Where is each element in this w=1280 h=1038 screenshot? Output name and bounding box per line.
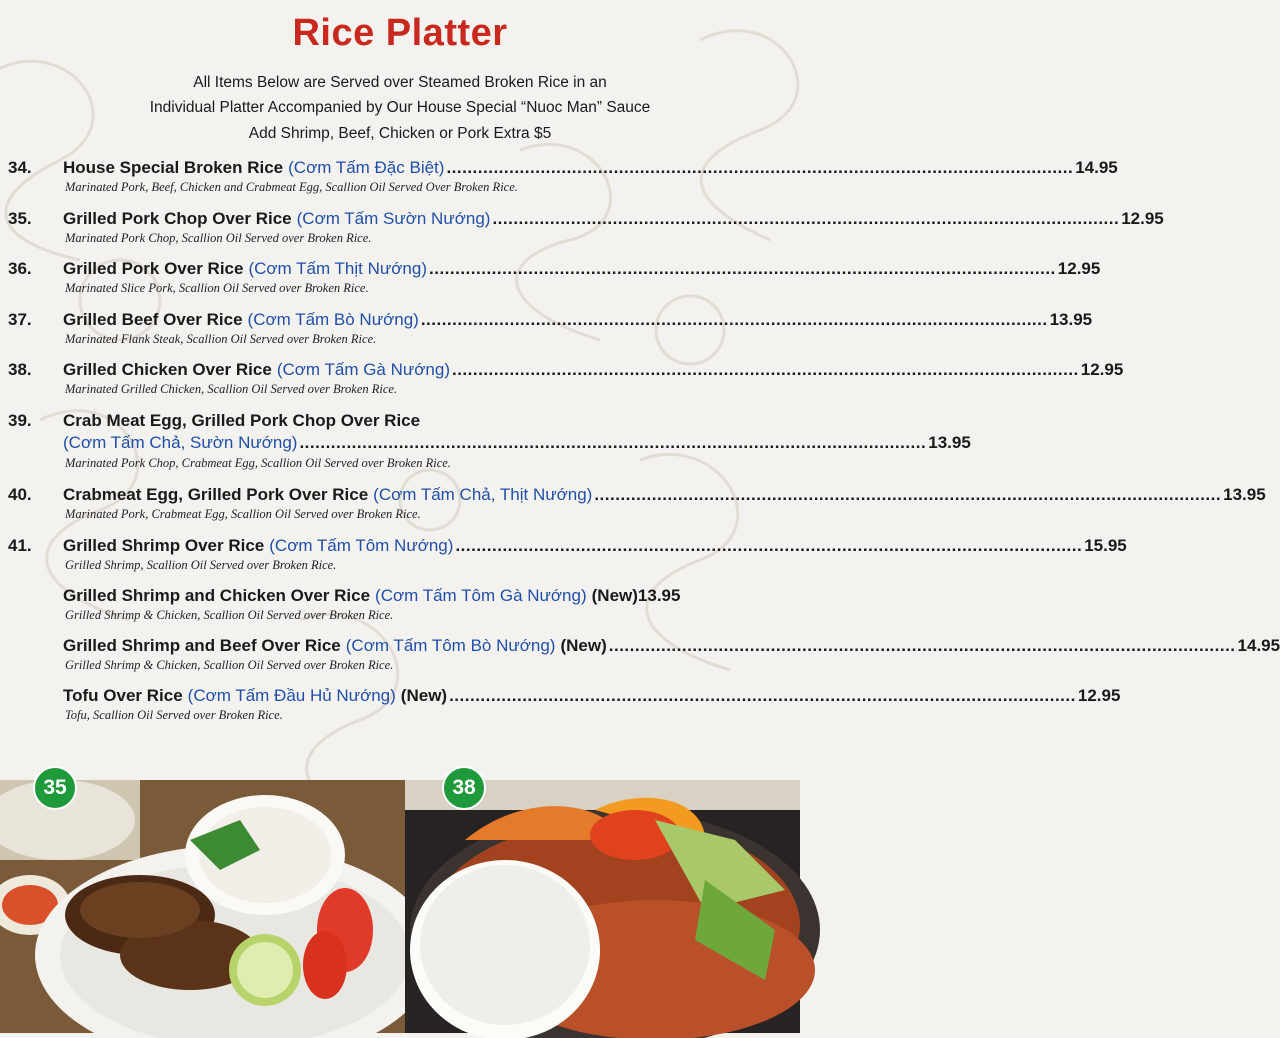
- item-number: 34.: [8, 158, 32, 177]
- item-vietnamese-name: (Cơm Tấm Bò Nướng): [247, 310, 419, 329]
- item-number: 41.: [8, 536, 32, 555]
- dot-leader: ........................................................................................................................: [492, 209, 1120, 228]
- item-name: Grilled Pork Over Rice: [63, 259, 244, 278]
- item-price: 14.95: [1237, 636, 1280, 655]
- item-vietnamese-name: (Cơm Tấm Tôm Gà Nướng): [375, 586, 587, 605]
- dot-leader: ........................................................................................................................: [420, 310, 1048, 329]
- dot-leader: ........................................................................................................................: [446, 158, 1074, 177]
- item-vietnamese-name: (Cơm Tấm Tôm Nướng): [269, 536, 454, 555]
- item-description: Marinated Flank Steak, Scallion Oil Served over Broken Rice.: [65, 332, 377, 346]
- item-description: Grilled Shrimp, Scallion Oil Served over Broken Rice.: [65, 558, 337, 572]
- item-price: 15.95: [1084, 536, 1127, 555]
- item-description: Marinated Pork, Beef, Chicken and Crabmeat Egg, Scallion Oil Served Over Broken Rice.: [65, 180, 518, 194]
- item-name: House Special Broken Rice: [63, 158, 284, 177]
- new-tag: (New): [560, 636, 607, 655]
- photo-pork-chop-platter: [0, 776, 405, 1033]
- item-number: 35.: [8, 209, 32, 228]
- item-number: 37.: [8, 310, 32, 329]
- item-price: 13.95: [1049, 310, 1093, 329]
- item-price: 12.95: [1077, 686, 1121, 705]
- item-price: 12.95: [1121, 209, 1164, 228]
- item-name: Grilled Shrimp Over Rice: [63, 536, 265, 555]
- photo-number-badge: 38: [442, 766, 486, 810]
- photo-grilled-chicken-platter: [405, 776, 800, 1033]
- item-name: Crab Meat Egg, Grilled Pork Chop Over Rice: [63, 411, 421, 430]
- item-description: Marinated Grilled Chicken, Scallion Oil Served over Broken Rice.: [65, 382, 398, 396]
- new-tag: (New): [400, 686, 448, 705]
- photo-number-badge: 35: [33, 766, 77, 810]
- item-description: Grilled Shrimp & Chicken, Scallion Oil Served over Broken Rice.: [65, 608, 394, 622]
- item-description: Grilled Shrimp & Chicken, Scallion Oil Served over Broken Rice.: [65, 658, 394, 672]
- item-price: 13.95: [928, 433, 971, 452]
- item-description: Tofu, Scallion Oil Served over Broken Rice.: [65, 708, 283, 722]
- item-vietnamese-name: (Cơm Tấm Chả, Thịt Nướng): [373, 485, 593, 504]
- item-number: 38.: [8, 360, 32, 379]
- item-price: 12.95: [1057, 259, 1101, 278]
- item-price: 14.95: [1075, 158, 1118, 177]
- item-vietnamese-name: (Cơm Tấm Đặc Biệt): [288, 158, 445, 177]
- dot-leader: ........................................................................................................................: [608, 636, 1236, 655]
- item-description: Marinated Pork, Crabmeat Egg, Scallion Oil Served over Broken Rice.: [65, 507, 421, 521]
- page-title: Rice Platter: [292, 12, 508, 54]
- dot-leader: ........................................................................................................................: [299, 433, 927, 452]
- item-number: 39.: [8, 411, 32, 430]
- item-description: Marinated Pork Chop, Crabmeat Egg, Scallion Oil Served over Broken Rice.: [65, 456, 451, 470]
- item-name: Grilled Shrimp and Chicken Over Rice: [63, 586, 371, 605]
- dot-leader: ........................................................................................................................: [594, 485, 1222, 504]
- item-vietnamese-name: (Cơm Tấm Tôm Bò Nướng): [345, 636, 556, 655]
- item-vietnamese-name: (Cơm Tấm Sườn Nướng): [296, 209, 491, 228]
- item-number: 36.: [8, 259, 32, 278]
- intro-line-2: Individual Platter Accompanied by Our House Special “Nuoc Man” Sauce: [149, 99, 651, 116]
- item-price: 13.95: [637, 586, 681, 605]
- item-description: Marinated Pork Chop, Scallion Oil Served over Broken Rice.: [65, 231, 372, 245]
- item-number: 40.: [8, 485, 32, 504]
- item-price: 12.95: [1080, 360, 1124, 379]
- dot-leader: ........................................................................................................................: [455, 536, 1083, 555]
- item-vietnamese-name: (Cơm Tấm Gà Nướng): [276, 360, 450, 379]
- intro-line-3: Add Shrimp, Beef, Chicken or Pork Extra $5: [248, 125, 552, 142]
- item-vietnamese-name: (Cơm Tấm Đầu Hủ Nướng): [187, 686, 396, 705]
- item-vietnamese-name: (Cơm Tấm Chả, Sườn Nướng): [63, 433, 298, 452]
- item-name: Grilled Chicken Over Rice: [63, 360, 272, 379]
- item-name: Grilled Shrimp and Beef Over Rice: [63, 636, 341, 655]
- item-name: Crabmeat Egg, Grilled Pork Over Rice: [63, 485, 369, 504]
- item-vietnamese-name: (Cơm Tấm Thịt Nướng): [248, 259, 427, 278]
- intro-line-1: All Items Below are Served over Steamed Broken Rice in an: [193, 74, 607, 91]
- dot-leader: ........................................................................................................................: [451, 360, 1079, 379]
- item-price: 13.95: [1223, 485, 1266, 504]
- item-description: Marinated Slice Pork, Scallion Oil Served over Broken Rice.: [65, 281, 369, 295]
- dot-leader: ........................................................................................................................: [429, 259, 1056, 278]
- new-tag: (New): [591, 586, 638, 605]
- dot-leader: ........................................................................................................................: [449, 686, 1076, 705]
- item-name: Tofu Over Rice: [63, 686, 183, 705]
- item-name: Grilled Beef Over Rice: [63, 310, 243, 329]
- item-name: Grilled Pork Chop Over Rice: [63, 209, 292, 228]
